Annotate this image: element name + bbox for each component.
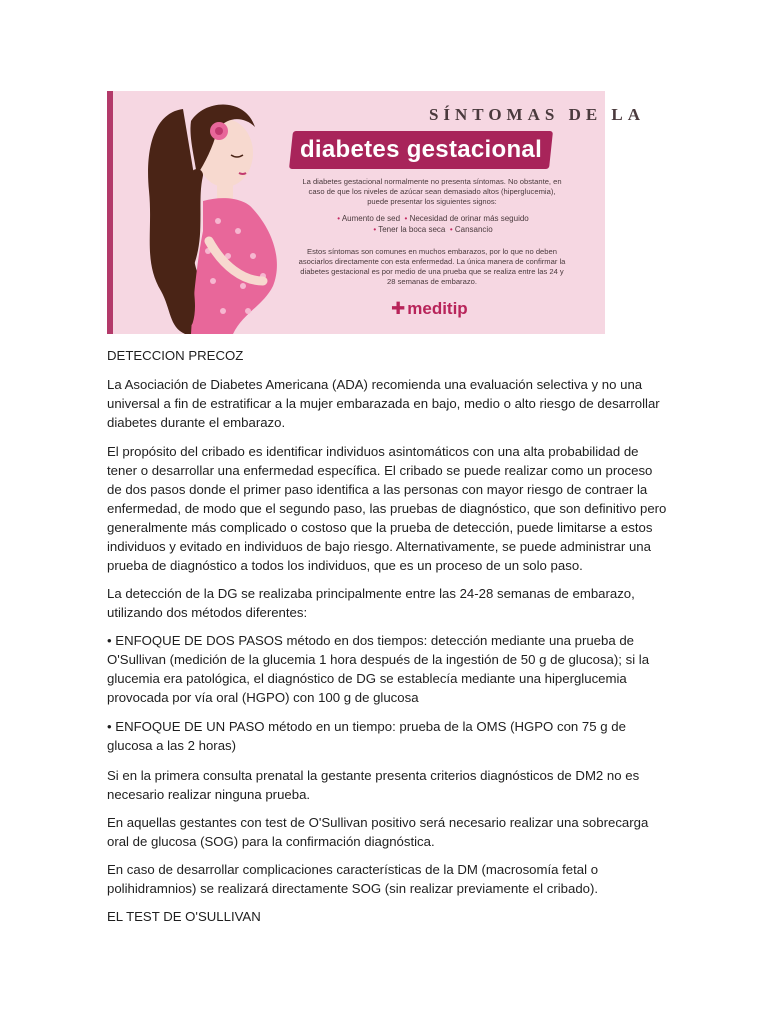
infographic-banner — [107, 91, 646, 334]
paragraph: La Asociación de Diabetes Americana (ADA) recomienda una evaluación selectiva y no una universal a fin de estratificar a la mujer embarazada en bajo, medio o alto riesgo de desarrollar diabetes durante el embarazo. — [107, 377, 660, 430]
symptom-item: Cansancio — [454, 225, 493, 234]
list-item: • ENFOQUE DE DOS PASOS método en dos tiempos: detección mediante una prueba de O'Sullivan (medición de la glucemia 1 hora después de la ingestión de 50 g de glucosa); si la glucemia era patológica, el diagnóstico de DG se establecía mediante una hiperglucemia provocada por vía oral (HGPO) con 100 g de glucosa — [107, 633, 650, 705]
pregnant-woman-illustration — [113, 91, 293, 334]
infographic-title-main: diabetes gestacional — [299, 136, 543, 163]
bullet-icon: • — [449, 225, 453, 234]
paragraph: La detección de la DG se realizaba principalmente entre las 24-28 semanas de embarazo, utilizando dos métodos diferentes: — [107, 586, 635, 620]
bullet-icon: • — [373, 225, 377, 234]
symptom-item: Aumento de sed — [341, 214, 401, 223]
meditip-logo — [391, 299, 468, 319]
medical-cross-icon: ✚ — [391, 299, 406, 318]
infographic-outro: Estos síntomas son comunes en muchos embarazos, por lo que no deben asociarlos directamente con esta enfermedad. La única manera de confirmar la diabetes gestacional es por medio de una prueba que se realiza entre las 24 y 28 semanas de embarazo. — [298, 247, 566, 286]
paragraph: En aquellas gestantes con test de O'Sullivan positivo será necesario realizar una sobrecarga oral de glucosa (SOG) para la confirmación diagnóstica. — [107, 815, 649, 849]
heading-test-osullivan: EL TEST DE O'SULLIVAN — [107, 909, 261, 924]
symptoms-list — [313, 213, 553, 235]
paragraph: El propósito del cribado es identificar individuos asintomáticos con una alta probabilidad de tener o desarrollar una enfermedad específica. El cribado se puede realizar como un proceso de dos pasos donde el primer paso identifica a las personas con mayor riesgo de contraer la enfermedad, de modo que el segundo paso, las pruebas de diagnóstico, que son definitivo pero generalmente más complicado o costoso que la prueba de detección, puede limitarse a estos individuos y evitado en individuos de bajo riesgo. Alternativamente, se puede administrar una prueba de diagnóstico a todos los individuos, que es un proceso de un solo paso. — [107, 444, 667, 573]
symptom-item: Tener la boca seca — [378, 225, 446, 234]
bullet-icon: • — [404, 214, 408, 223]
infographic-title-ribbon — [289, 131, 553, 169]
paragraph: Si en la primera consulta prenatal la gestante presenta criterios diagnósticos de DM2 no es necesario realizar ninguna prueba. — [107, 768, 640, 802]
bullet-icon: • — [337, 214, 341, 223]
paragraph: En caso de desarrollar complicaciones características de la DM (macrosomía fetal o polihidramnios) se realizará directamente SOG (sin realizar previamente el cribado). — [107, 862, 599, 896]
heading-deteccion-precoz: DETECCION PRECOZ — [107, 348, 244, 363]
logo-text: meditip — [407, 299, 468, 318]
infographic-intro: La diabetes gestacional normalmente no presenta síntomas. No obstante, en caso de que los niveles de azúcar sean demasiado altos (hiperglucemia), puede presentar los siguientes signos: — [302, 177, 562, 206]
list-item: • ENFOQUE DE UN PASO método en un tiempo: prueba de la OMS (HGPO con 75 g de glucosa a las 2 horas) — [107, 719, 626, 753]
infographic-title-top: SÍNTOMAS DE LA — [428, 105, 646, 124]
symptom-item: Necesidad de orinar más seguido — [409, 214, 529, 223]
